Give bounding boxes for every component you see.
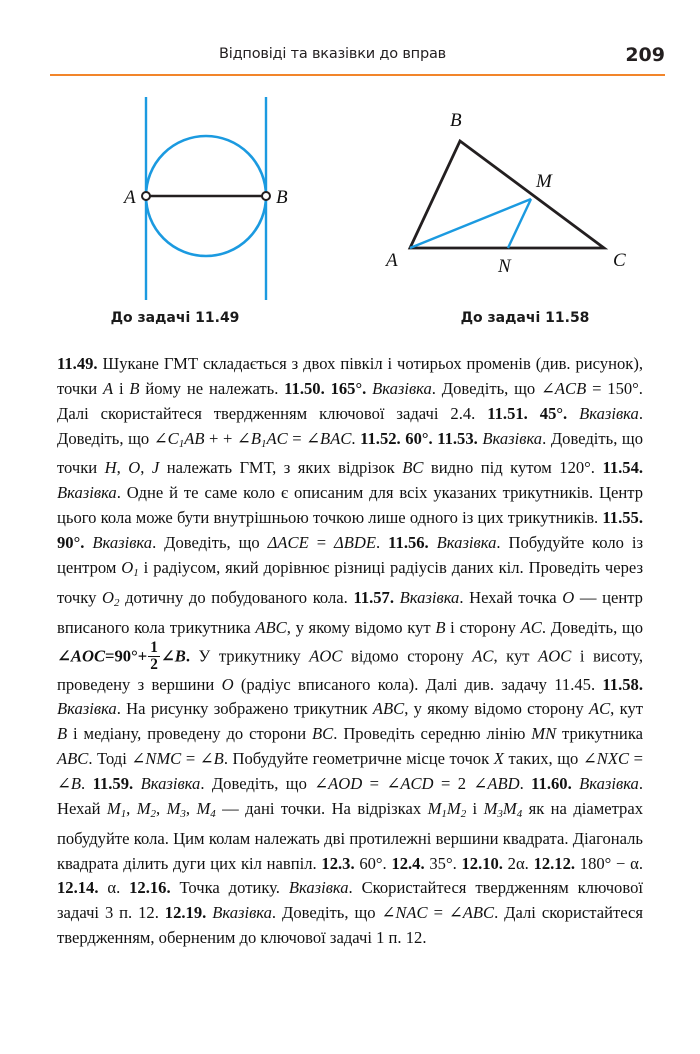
triangle-abc [410,141,604,248]
answers-text-block [57,352,643,951]
exercise-text-11-49: Шукане ГМТ складається з двох півкіл і чотирьох променів (див. рисунок), точки [57,354,643,398]
math-segment-bc: BC [402,458,424,478]
m4-subscript: 4 [210,807,216,820]
math-point-m4 [196,799,215,818]
math-c1-subscript: 1 [178,437,185,450]
hint-text-11-53-b: належать ГМТ, з яких відрізок [159,458,403,478]
hint-text-11-58-g: . Тоді [88,749,132,769]
hint-text-12-19-b: . Далі скористайтеся твердженням, оберненим до ключової задачі 1 п. 12. [57,903,643,948]
exercise-value-11-51: 45°. [527,403,580,423]
exercise-number-11-55: 11.55. [602,508,643,528]
formula-angle-aoc [57,640,190,672]
s1a-letter: M [427,798,442,818]
math-point-h: H [104,458,117,478]
hint-text-11-51: . Доведіть, що [57,403,643,448]
hint-text-12-16: . Скористайтеся твердженням ключової задачі 3 п. 12. [57,878,643,923]
sep-m3: , [185,798,197,818]
hint-label-11-51: Вказівка [579,403,639,423]
math-point-m2 [137,799,156,818]
hint-text-11-58-i: таких, що [503,749,583,769]
label-b: B [276,187,288,208]
s2b-letter: M [502,798,517,818]
hint-label-11-57: Вказівка [394,587,460,607]
hint-text-11-60: . Нехай [57,773,644,818]
exercise-number-11-54: 11.54. [602,458,644,478]
math-angle-b-1158: B [57,724,68,744]
hint-text-11-58-e: . Проведіть середню лінію [333,724,532,744]
exercise-number-12-19: 12.19. [164,903,207,923]
formula-plus: + [137,647,148,667]
m3-letter: M [166,798,181,818]
math-o2-subscript: 2 [113,596,120,609]
math-point-x: X [493,749,504,769]
math-point-o: O [128,458,141,478]
math-angle-aoc-1157: AOC [538,647,572,667]
math-angle-abd: ∠ABD [473,773,520,793]
s2a-letter: M [483,798,498,818]
hint-text-11-56-c: дотичну до побудованого кола. [119,587,354,607]
exercise-text-12-16: Точка дотику. [170,878,289,898]
m2-letter: M [136,798,151,818]
hint-text-11-58-d: і медіану, проведену до сторони [67,724,313,744]
math-o2-letter: O [102,587,114,607]
s1b-subscript: 2 [460,807,467,820]
period-11-58: . [81,773,93,793]
exercise-value-11-52: 60°. [400,428,438,448]
formula-fraction-one-half [148,640,160,672]
math-equals-11-59a: = [362,773,387,793]
math-angle-aod: ∠AOD [314,773,363,793]
exercise-number-12-16: 12.16. [129,878,171,898]
answers-paragraph [57,352,643,951]
exercise-number-11-51: 11.51. [487,403,528,423]
exercise-value-12-4: 35°. [424,853,462,873]
m4-letter: M [196,798,211,818]
s1a-subscript: 1 [441,807,447,820]
hint-label-11-60: Вказівка [571,773,639,793]
math-o1-subscript: 1 [133,566,139,579]
math-b-1149: B [129,378,140,398]
math-a-1149: A [103,378,114,398]
exercise-number-12-3: 12.3. [321,853,355,873]
math-angle-b-1158c: ∠B [57,773,82,793]
math-center-o1 [121,558,138,577]
page-title: Відповіді та вказівки до вправ [219,46,446,62]
figure-captions [0,310,700,334]
m1-letter: M [106,798,121,818]
caption-figure-11-58: До задачі 11.58 [460,310,590,326]
math-side-ac-1158: AC [588,699,611,719]
exercise-number-12-10: 12.10. [461,853,503,873]
math-equals-11-58: = [181,749,200,769]
hint-text-11-53: . Доведіть, що точки [57,428,643,478]
m2-subscript: 2 [150,807,157,820]
point-a-marker [142,192,150,200]
hint-label-11-53: Вказівка [477,428,543,448]
hint-text-11-56: . Побудуйте коло із центром [57,532,644,577]
hint-label-12-16: Вказівка [288,878,349,898]
math-b1-lead: ∠B [236,428,261,448]
label-a-vertex: A [386,250,398,271]
math-c1-tail: AB [184,428,205,448]
caption-figure-11-49: До задачі 11.49 [110,310,240,326]
exercise-number-11-60: 11.60. [531,773,572,793]
hint-label-11-50: Вказівка [372,378,432,398]
hint-text-11-58: . На рисунку зображено трикутник [116,699,373,719]
period-11-59: . [519,773,532,793]
math-plus-11-51: + + [204,428,237,448]
period-11-55: . [376,532,389,552]
exercise-number-12-12: 12.12. [533,853,576,873]
hint-text-11-59: . Доведіть, що [200,773,315,793]
math-point-m3 [167,799,186,818]
math-angle-acb: ∠ACB [541,378,587,398]
hint-label-11-54: Вказівка [57,483,117,503]
math-angle-nmc: ∠NMC [131,749,182,769]
s2b-subscript: 4 [516,807,523,820]
math-point-j: J [151,458,160,478]
math-angle-b-1157: B [435,617,446,637]
math-side-ac-1157: AC [520,617,542,637]
exercise-value-12-14: α. [98,878,130,898]
hint-text-11-57-d: і сторону [445,617,521,637]
figures-container [0,86,700,336]
hint-label-11-59: Вказівка [133,773,201,793]
hint-text-11-50: . Доведіть, що [431,378,542,398]
math-equals-11-58b: = [629,749,643,769]
math-triangle-abc-1158: ABC [372,699,405,719]
formula-lhs: ∠AOC [57,647,106,667]
hint-text-11-57-g: відомо сторону [342,647,473,667]
hint-text-11-57-e: . Доведіть, що [541,617,643,637]
exercise-value-11-50: 165°. [324,378,373,398]
label-b-vertex: B [450,110,462,131]
math-angle-b-1158b: ∠B [199,749,224,769]
exercise-value-12-12: 180° − α. [575,853,643,873]
label-n-point: N [498,256,511,277]
hint-text-11-57-b: — центр вписаного кола трикутника [57,587,643,637]
exercise-number-11-53: 11.53. [437,428,478,448]
math-point-o-incenter: O [562,587,575,607]
hint-text-11-58-c: , кут [610,699,644,719]
math-b1-tail: AC [266,428,288,448]
math-equals-11-59b: = 2 [433,773,474,793]
sep-m1: , [126,798,137,818]
math-side-ac-1157b: AC [472,647,494,667]
formula-period: . [185,647,190,667]
hint-text-11-57-c: , у якому відомо кут [286,617,436,637]
formula-ninety-deg: 90° [114,647,138,667]
hint-text-11-55: . Доведіть, що [152,532,268,552]
math-angle-acd: ∠ACD [386,773,434,793]
math-point-m1 [107,799,126,818]
math-b1-subscript: 1 [260,437,267,450]
math-segment-m1m2 [428,799,467,818]
figure-11-58 [370,86,650,336]
hint-text-11-54: . Одне й те саме коло є описаним для всіх указаних трикутників. Центр цього кола може бути внутрішньою точкою лише одного із цих трикутників. [57,483,643,528]
hint-text-11-56-b: і радіусом, який дорівнює різниці радіусів даних кіл. Проведіть через точку [57,557,643,607]
math-angle-bac: ∠BAC [306,428,352,448]
hint-text-11-57-h: , кут [493,647,539,667]
exercise-number-11-59: 11.59. [92,773,134,793]
math-o1-letter: O [121,557,134,577]
point-b-marker [262,192,270,200]
math-equals-12-19: = [427,903,449,923]
exercise-number-12-14: 12.14. [57,878,99,898]
hint-text-11-60-c: і [466,798,484,818]
math-triangle-abc-1158b: ABC [57,749,89,769]
s2a-subscript: 3 [497,807,503,820]
s1b-letter: M [446,798,461,818]
math-angle-nxc: ∠NXC [582,749,630,769]
fraction-denominator: 2 [150,656,158,674]
math-triangle-ace: ΔACE [267,532,309,552]
exercise-number-11-49: 11.49. [57,354,98,373]
hint-text-11-53-c: видно під кутом 120°. [423,458,603,478]
exercise-value-12-10: 2α. [502,853,534,873]
math-equals-11-55: = [308,532,335,552]
exercise-number-11-52: 11.52. [360,428,401,448]
math-c1-lead: ∠C [153,428,179,448]
m1-subscript: 1 [120,807,127,820]
label-a: A [124,187,136,208]
fraction-numerator: 1 [150,639,158,657]
hint-label-11-58: Вказівка [57,699,117,719]
hint-text-12-19: . Доведіть, що [271,903,382,923]
hint-label-11-56: Вказівка [428,532,497,552]
math-midline-mn: MN [531,724,557,744]
label-m-point: M [536,171,552,192]
text-conj-1149: і [113,378,130,398]
math-vertex-o-1157: O [221,674,234,694]
math-segment-m3m4 [484,799,523,818]
hint-label-12-19: Вказівка [206,903,272,923]
page-number: 209 [625,44,665,66]
hint-text-11-57-f: У трикутнику [189,647,310,667]
exercise-number-11-50: 11.50. [284,378,325,398]
math-angle-nac: ∠NAC [381,903,428,923]
sep-11-53-a: , [116,458,129,478]
hint-text-11-58-h: . Побудуйте геометричне місце точок [223,749,494,769]
hint-label-11-55: Вказівка [92,532,153,552]
hint-text-11-60-d: як на діаметрах побудуйте кола. Цим колам належать дві протилежні вершини квадрата. Діагональ квадрата ділить дуги цих кіл навпіл. [57,798,644,873]
figure-11-49 [100,86,350,336]
math-center-o2 [102,588,119,607]
hint-text-11-58-f: трикутника [556,724,643,744]
exercise-value-12-3: 60°. [354,853,392,873]
math-triangle-bde: ΔBDE [334,532,377,552]
hint-text-11-58-b: , у якому відомо сторону [404,699,589,719]
exercise-number-11-58: 11.58. [602,674,643,694]
hint-text-11-57-j: (радіус вписаного кола). Далі див. задачу 11.45. [233,674,603,694]
exercise-number-11-57: 11.57. [353,587,395,607]
label-c-vertex: C [613,250,626,271]
exercise-tail-11-49: йому не належать. [139,378,285,398]
formula-angle-b: ∠B [160,647,186,667]
math-angle-b1ac [237,429,288,448]
hint-text-11-60-b: — дані точки. На відрізках [215,798,428,818]
math-side-bc-1158: BC [312,724,334,744]
sep-11-53-b: , [140,458,152,478]
hint-text-11-57: . Нехай точка [459,587,563,607]
math-angle-c1ab [154,429,205,448]
header-divider-rule [50,74,665,76]
exercise-number-11-56: 11.56. [388,532,429,552]
math-angle-abc: ∠ABC [448,903,495,923]
hint-text-11-57-i: і висоту, проведену з вершини [57,647,644,694]
math-triangle-abc-1157: ABC [255,617,287,637]
exercise-number-12-4: 12.4. [391,853,425,873]
exercise-value-11-55: 90°. [57,532,93,552]
hint-text-11-50-b: = 150°. Далі скористайтеся твердженням ключової задачі 2.4. [57,378,643,423]
sep-m2: , [156,798,167,818]
formula-equals: = [105,647,115,667]
period-11-51: . [351,428,361,448]
math-equals-11-51: = [287,428,307,448]
math-triangle-aoc: AOC [309,647,343,667]
m3-subscript: 3 [180,807,186,820]
